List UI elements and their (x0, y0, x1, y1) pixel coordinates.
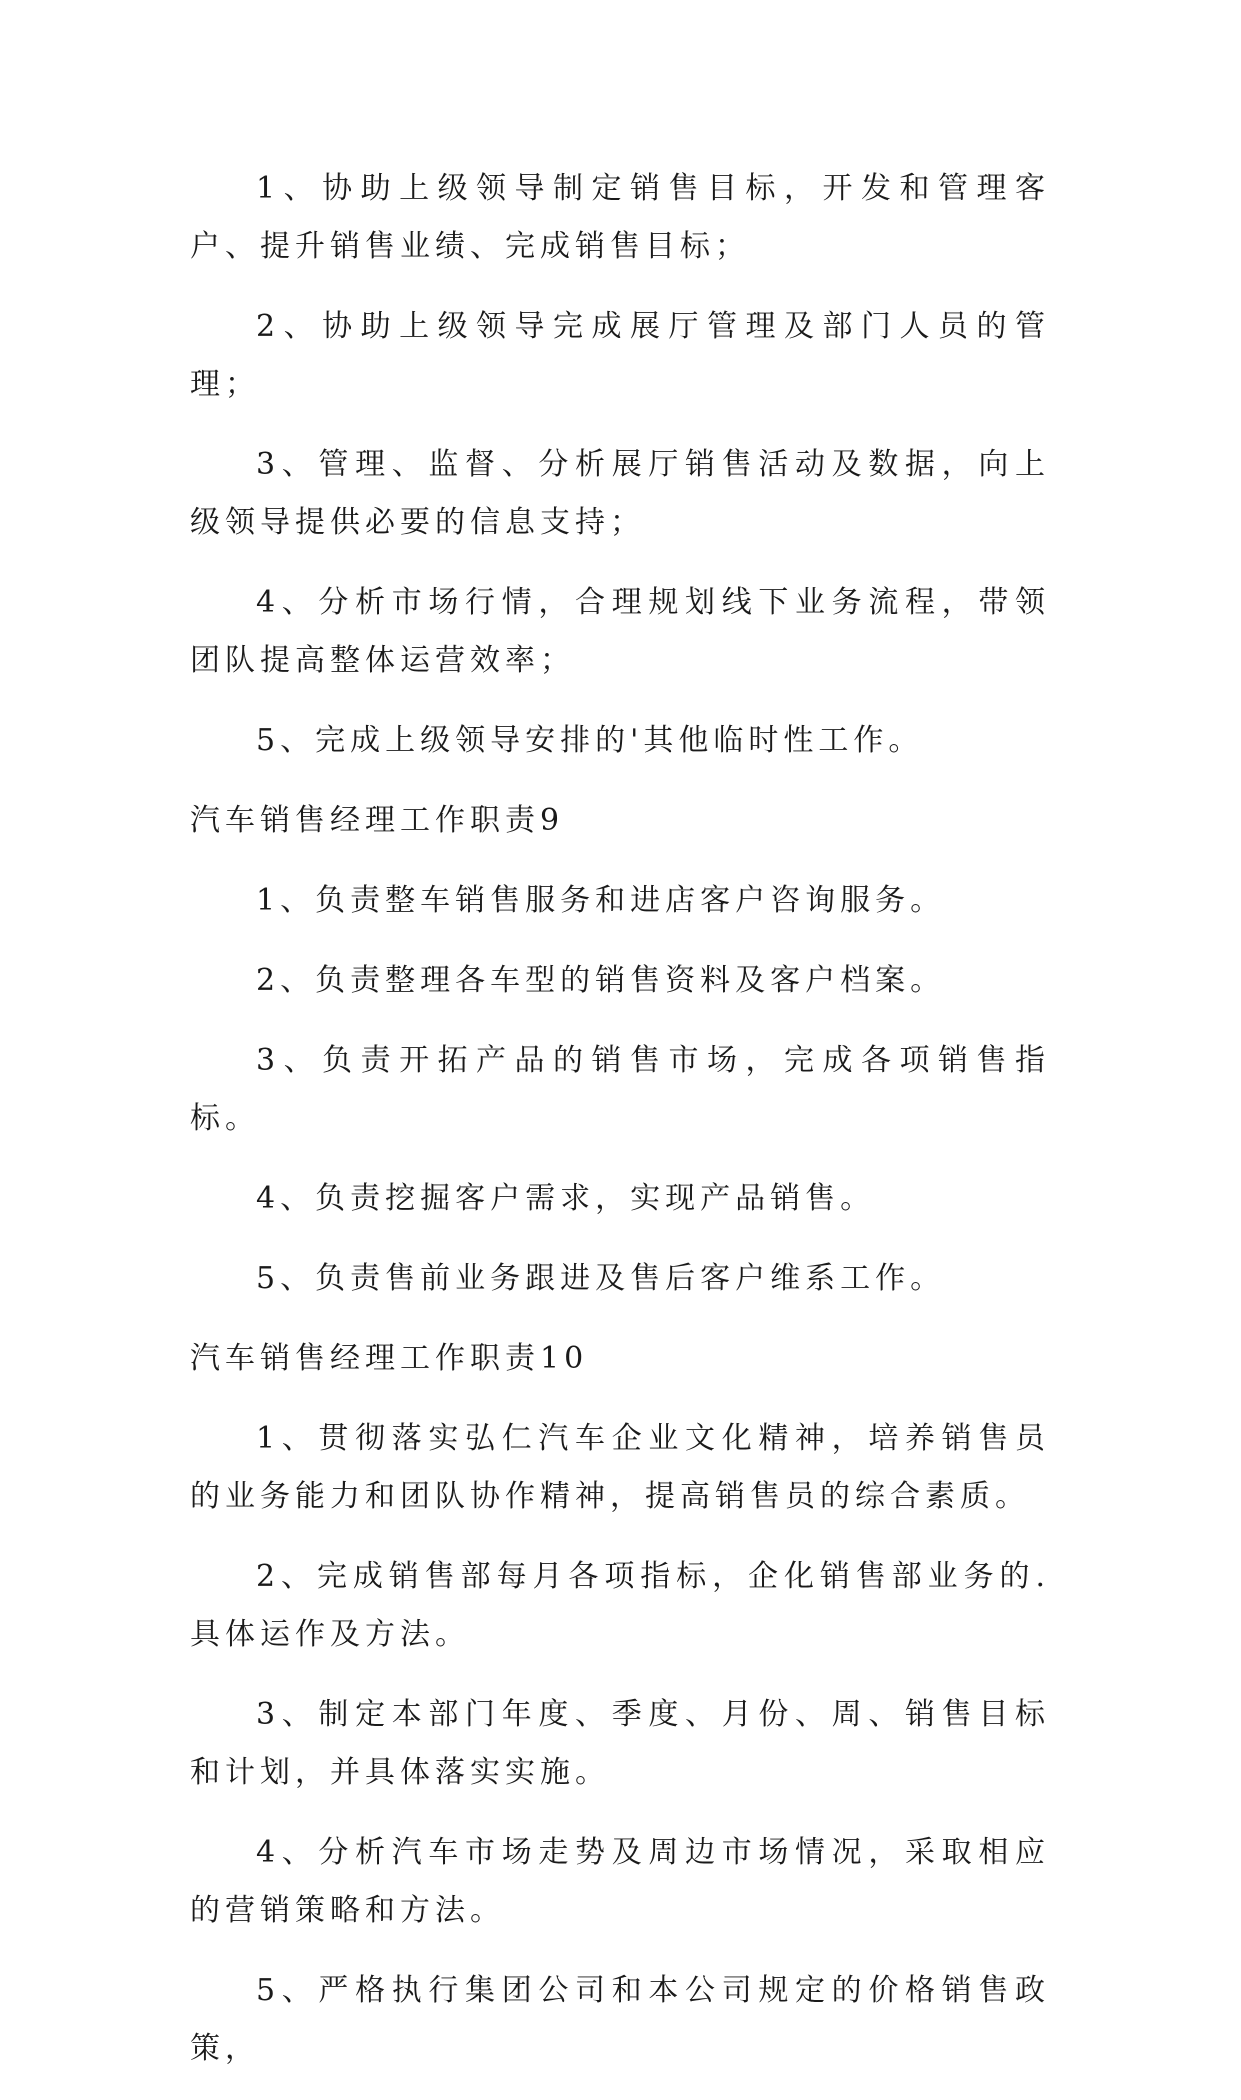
list-item: 3、制定本部门年度、季度、月份、周、销售目标和计划，并具体落实实施。 (190, 1697, 1050, 1790)
intro-list (190, 160, 1050, 770)
document-body (190, 160, 1050, 2100)
list-item: 5、完成上级领导安排的'其他临时性工作。 (256, 723, 924, 758)
section-heading: 汽车销售经理工作职责9 (190, 803, 565, 838)
section-10 (190, 1330, 1050, 2078)
list-item: 2、完成销售部每月各项指标，企化销售部业务的.具体运作及方法。 (190, 1559, 1050, 1652)
list-item: 5、严格执行集团公司和本公司规定的价格销售政策， (190, 1973, 1050, 2066)
list-item: 1、协助上级领导制定销售目标，开发和管理客户、提升销售业绩、完成销售目标； (190, 171, 1050, 264)
list-item: 4、分析汽车市场走势及周边市场情况，采取相应的营销策略和方法。 (190, 1835, 1050, 1928)
list-item: 4、负责挖掘客户需求，实现产品销售。 (256, 1181, 876, 1216)
list-item: 4、分析市场行情，合理规划线下业务流程，带领团队提高整体运营效率； (190, 585, 1050, 678)
list-item: 3、负责开拓产品的销售市场，完成各项销售指标。 (190, 1043, 1050, 1136)
section-heading: 汽车销售经理工作职责10 (190, 1341, 589, 1376)
list-item: 5、负责售前业务跟进及售后客户维系工作。 (256, 1261, 946, 1296)
list-item: 2、负责整理各车型的销售资料及客户档案。 (256, 963, 946, 998)
section-9 (190, 792, 1050, 1308)
list-item: 1、贯彻落实弘仁汽车企业文化精神，培养销售员的业务能力和团队协作精神，提高销售员的综合素质。 (190, 1421, 1050, 1514)
list-item: 2、协助上级领导完成展厅管理及部门人员的管理； (190, 309, 1050, 402)
list-item: 3、管理、监督、分析展厅销售活动及数据，向上级领导提供必要的信息支持； (190, 447, 1050, 540)
list-item: 1、负责整车销售服务和进店客户咨询服务。 (256, 883, 946, 918)
